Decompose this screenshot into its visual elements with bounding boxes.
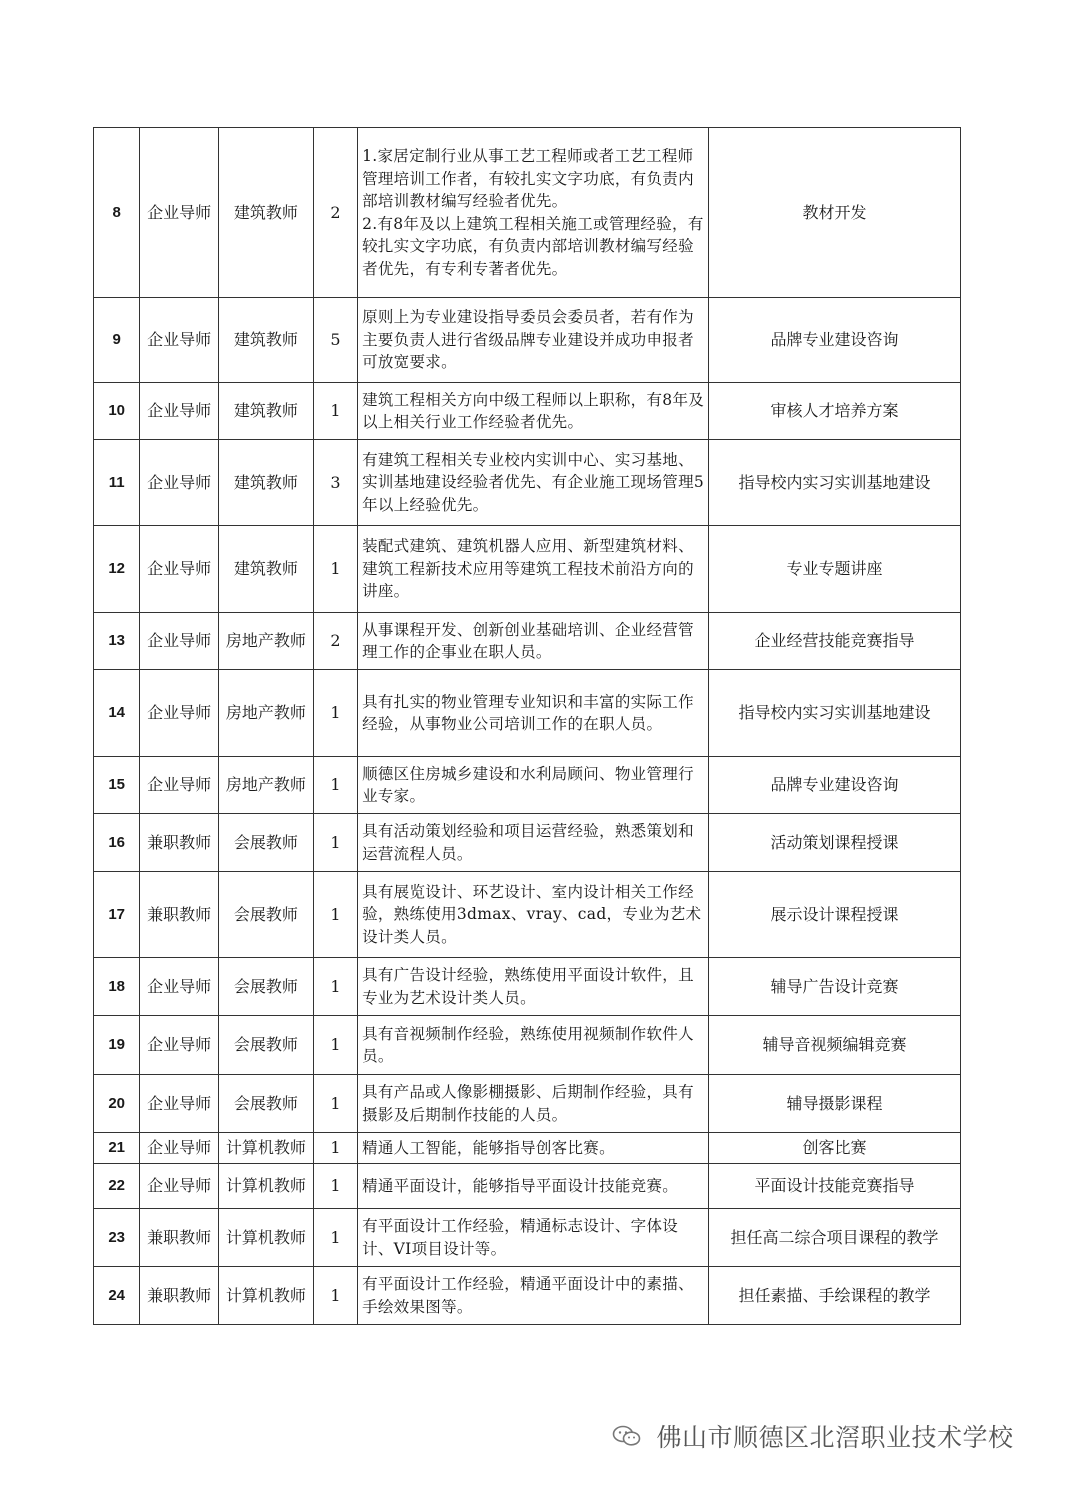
headcount: 2 <box>313 613 357 670</box>
row-number: 13 <box>94 613 140 670</box>
headcount: 1 <box>313 872 357 958</box>
headcount: 1 <box>313 1164 357 1209</box>
mentor-type: 企业导师 <box>140 613 219 670</box>
headcount: 1 <box>313 958 357 1016</box>
mentor-type: 企业导师 <box>140 757 219 814</box>
table-row <box>94 1267 961 1325</box>
headcount: 3 <box>313 440 357 526</box>
job-content: 辅导音视频编辑竞赛 <box>708 1016 960 1075</box>
mentor-type: 兼职教师 <box>140 1209 219 1267</box>
requirement: 具有广告设计经验，熟练使用平面设计软件，且专业为艺术设计类人员。 <box>358 958 709 1016</box>
row-number: 12 <box>94 526 140 613</box>
job-content: 审核人才培养方案 <box>708 383 960 440</box>
job-content: 指导校内实习实训基地建设 <box>708 670 960 757</box>
table-row <box>94 872 961 958</box>
requirement: 具有展览设计、环艺设计、室内设计相关工作经验，熟练使用3dmax、vray、cad，专业为艺术设计类人员。 <box>358 872 709 958</box>
table-row <box>94 1164 961 1209</box>
job-content: 创客比赛 <box>708 1133 960 1164</box>
subject: 会展教师 <box>218 814 313 872</box>
mentor-type: 兼职教师 <box>140 872 219 958</box>
subject: 会展教师 <box>218 1075 313 1133</box>
row-number: 9 <box>94 298 140 383</box>
headcount: 1 <box>313 1075 357 1133</box>
headcount: 1 <box>313 1016 357 1075</box>
requirement: 具有产品或人像影棚摄影、后期制作经验，具有摄影及后期制作技能的人员。 <box>358 1075 709 1133</box>
table-row <box>94 613 961 670</box>
table-row <box>94 814 961 872</box>
requirement: 精通人工智能，能够指导创客比赛。 <box>358 1133 709 1164</box>
table-row <box>94 440 961 526</box>
job-content: 担任高二综合项目课程的教学 <box>708 1209 960 1267</box>
subject: 建筑教师 <box>218 440 313 526</box>
row-number: 16 <box>94 814 140 872</box>
mentor-type: 兼职教师 <box>140 814 219 872</box>
subject: 房地产教师 <box>218 613 313 670</box>
subject: 建筑教师 <box>218 298 313 383</box>
table-row <box>94 1075 961 1133</box>
job-content: 品牌专业建设咨询 <box>708 757 960 814</box>
subject: 会展教师 <box>218 1016 313 1075</box>
headcount: 1 <box>313 1209 357 1267</box>
row-number: 20 <box>94 1075 140 1133</box>
mentor-type: 企业导师 <box>140 1133 219 1164</box>
job-content: 展示设计课程授课 <box>708 872 960 958</box>
subject: 计算机教师 <box>218 1133 313 1164</box>
requirement: 从事课程开发、创新创业基础培训、企业经营管理工作的企事业在职人员。 <box>358 613 709 670</box>
row-number: 15 <box>94 757 140 814</box>
subject: 房地产教师 <box>218 670 313 757</box>
headcount: 1 <box>313 1133 357 1164</box>
headcount: 5 <box>313 298 357 383</box>
mentor-type: 企业导师 <box>140 670 219 757</box>
mentor-type: 兼职教师 <box>140 1267 219 1325</box>
mentor-type: 企业导师 <box>140 128 219 298</box>
table-row <box>94 1209 961 1267</box>
wechat-icon <box>612 1425 642 1447</box>
table-row <box>94 1133 961 1164</box>
requirement: 具有扎实的物业管理专业知识和丰富的实际工作经验，从事物业公司培训工作的在职人员。 <box>358 670 709 757</box>
requirement: 具有音视频制作经验，熟练使用视频制作软件人员。 <box>358 1016 709 1075</box>
table-row <box>94 383 961 440</box>
school-name: 佛山市顺德区北滘职业技术学校 <box>656 1423 1014 1452</box>
subject: 建筑教师 <box>218 383 313 440</box>
recruitment-table <box>93 127 961 1325</box>
row-number: 19 <box>94 1016 140 1075</box>
mentor-type: 企业导师 <box>140 1016 219 1075</box>
table-row <box>94 958 961 1016</box>
row-number: 21 <box>94 1133 140 1164</box>
row-number: 23 <box>94 1209 140 1267</box>
job-content: 担任素描、手绘课程的教学 <box>708 1267 960 1325</box>
row-number: 11 <box>94 440 140 526</box>
table-body <box>94 128 961 1325</box>
job-content: 指导校内实习实训基地建设 <box>708 440 960 526</box>
job-content: 活动策划课程授课 <box>708 814 960 872</box>
requirement: 顺德区住房城乡建设和水利局顾问、物业管理行业专家。 <box>358 757 709 814</box>
row-number: 14 <box>94 670 140 757</box>
job-content: 品牌专业建设咨询 <box>708 298 960 383</box>
mentor-type: 企业导师 <box>140 440 219 526</box>
job-content: 辅导广告设计竞赛 <box>708 958 960 1016</box>
subject: 建筑教师 <box>218 526 313 613</box>
mentor-type: 企业导师 <box>140 1075 219 1133</box>
table-row <box>94 757 961 814</box>
table-row <box>94 128 961 298</box>
requirement: 原则上为专业建设指导委员会委员者，若有作为主要负责人进行省级品牌专业建设并成功申报者可放宽要求。 <box>358 298 709 383</box>
requirement: 有平面设计工作经验，精通平面设计中的素描、手绘效果图等。 <box>358 1267 709 1325</box>
subject: 建筑教师 <box>218 128 313 298</box>
headcount: 1 <box>313 670 357 757</box>
row-number: 10 <box>94 383 140 440</box>
mentor-type: 企业导师 <box>140 958 219 1016</box>
subject: 计算机教师 <box>218 1164 313 1209</box>
headcount: 2 <box>313 128 357 298</box>
row-number: 17 <box>94 872 140 958</box>
headcount: 1 <box>313 814 357 872</box>
job-content: 教材开发 <box>708 128 960 298</box>
job-content: 辅导摄影课程 <box>708 1075 960 1133</box>
headcount: 1 <box>313 526 357 613</box>
headcount: 1 <box>313 1267 357 1325</box>
mentor-type: 企业导师 <box>140 383 219 440</box>
requirement: 装配式建筑、建筑机器人应用、新型建筑材料、建筑工程新技术应用等建筑工程技术前沿方向的讲座。 <box>358 526 709 613</box>
requirement: 有平面设计工作经验，精通标志设计、字体设计、VI项目设计等。 <box>358 1209 709 1267</box>
table-row <box>94 1016 961 1075</box>
row-number: 8 <box>94 128 140 298</box>
headcount: 1 <box>313 383 357 440</box>
subject: 计算机教师 <box>218 1209 313 1267</box>
job-content: 平面设计技能竞赛指导 <box>708 1164 960 1209</box>
requirement: 建筑工程相关方向中级工程师以上职称，有8年及以上相关行业工作经验者优先。 <box>358 383 709 440</box>
subject: 房地产教师 <box>218 757 313 814</box>
requirement: 有建筑工程相关专业校内实训中心、实习基地、实训基地建设经验者优先、有企业施工现场管理5年以上经验优先。 <box>358 440 709 526</box>
table-row <box>94 670 961 757</box>
requirement: 具有活动策划经验和项目运营经验，熟悉策划和运营流程人员。 <box>358 814 709 872</box>
mentor-type: 企业导师 <box>140 526 219 613</box>
job-content: 专业专题讲座 <box>708 526 960 613</box>
headcount: 1 <box>313 757 357 814</box>
table-row <box>94 526 961 613</box>
table-row <box>94 298 961 383</box>
subject: 会展教师 <box>218 958 313 1016</box>
requirement: 精通平面设计，能够指导平面设计技能竞赛。 <box>358 1164 709 1209</box>
job-content: 企业经营技能竞赛指导 <box>708 613 960 670</box>
mentor-type: 企业导师 <box>140 1164 219 1209</box>
row-number: 24 <box>94 1267 140 1325</box>
row-number: 18 <box>94 958 140 1016</box>
subject: 计算机教师 <box>218 1267 313 1325</box>
watermark <box>612 1418 1013 1454</box>
subject: 会展教师 <box>218 872 313 958</box>
mentor-type: 企业导师 <box>140 298 219 383</box>
requirement: 1.家居定制行业从事工艺工程师或者工艺工程师管理培训工作者，有较扎实文字功底，有负责内部培训教材编写经验者优先。 2.有8年及以上建筑工程相关施工或管理经验，有较扎实文字功底，有负责内部培训教材编写经验者优先，有专利专著者优先。 <box>358 128 709 298</box>
row-number: 22 <box>94 1164 140 1209</box>
